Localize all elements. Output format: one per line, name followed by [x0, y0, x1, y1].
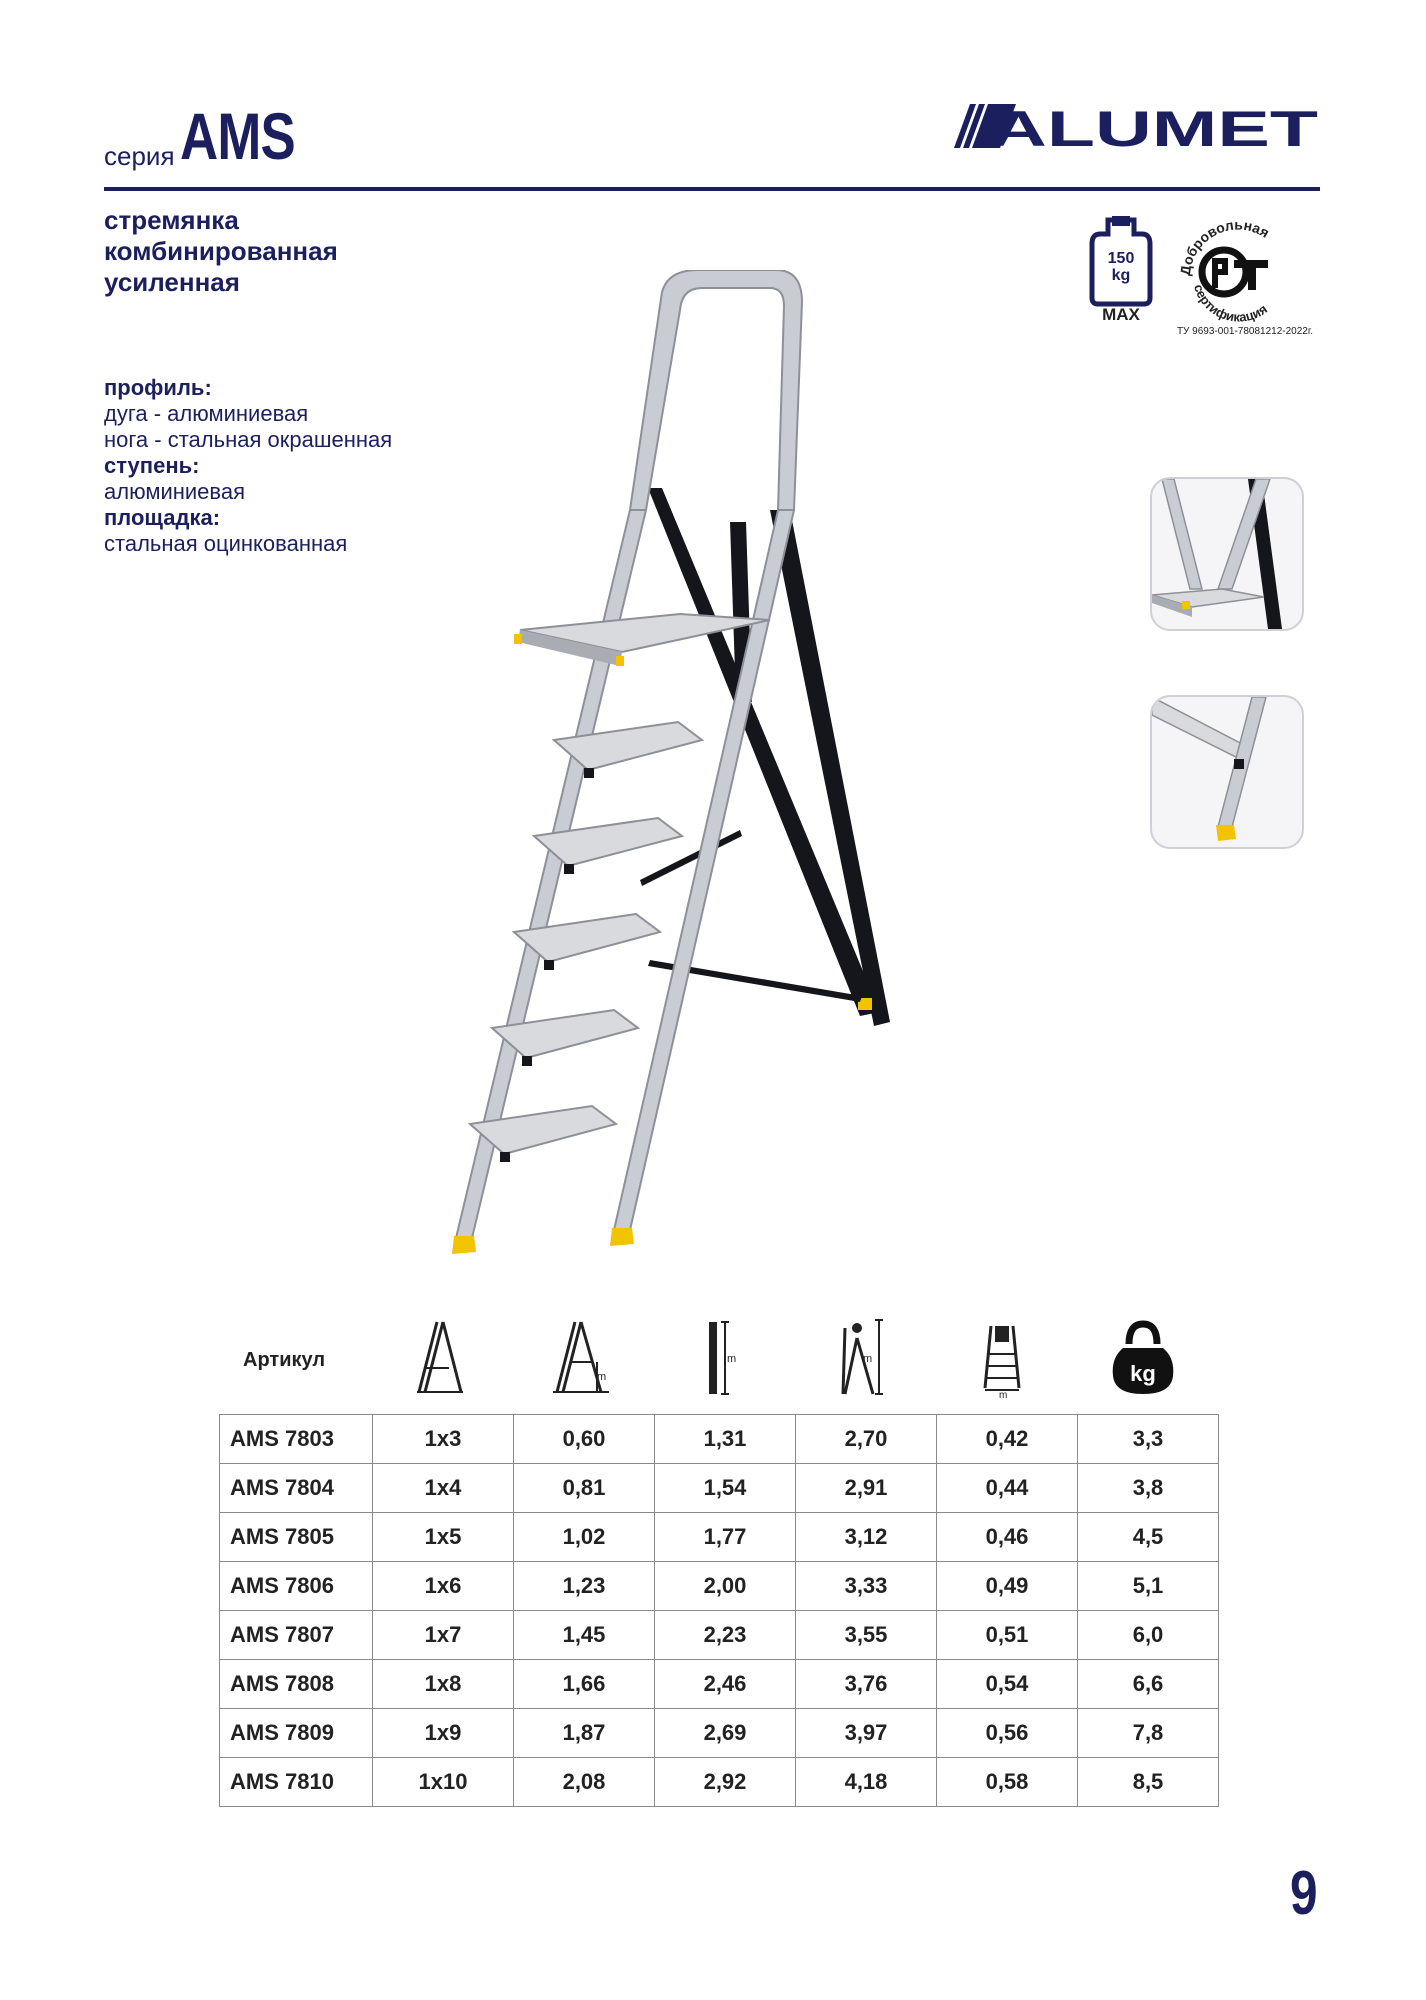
cell-art: AMS 7807 [220, 1611, 373, 1660]
ladder-total-height-icon [683, 1318, 763, 1398]
kg-unit-text: kg [1130, 1361, 1156, 1386]
cell-steps: 1x6 [373, 1562, 514, 1611]
cell-work: 3,12 [796, 1513, 937, 1562]
cell-work: 3,33 [796, 1562, 937, 1611]
cell-steps: 1x7 [373, 1611, 514, 1660]
cell-art: AMS 7803 [220, 1415, 373, 1464]
platform-detail-illustration [1152, 479, 1302, 629]
platform-value: стальная оцинкованная [104, 531, 348, 556]
cell-width: 0,56 [937, 1709, 1078, 1758]
cell-height: 2,00 [655, 1562, 796, 1611]
cell-platform: 2,08 [514, 1758, 655, 1807]
max-load-unit: kg [1111, 267, 1131, 284]
table-row [220, 1758, 1219, 1807]
table-row [220, 1709, 1219, 1758]
ladder-platform-height-icon [543, 1318, 623, 1398]
weight-kg-icon [1103, 1318, 1183, 1398]
cell-weight: 3,8 [1078, 1464, 1219, 1513]
cell-platform: 1,45 [514, 1611, 655, 1660]
cell-platform: 0,60 [514, 1415, 655, 1464]
cell-steps: 1x5 [373, 1513, 514, 1562]
profile-label: профиль: [104, 375, 212, 400]
alumet-logo [950, 104, 1320, 148]
cell-weight: 5,1 [1078, 1562, 1219, 1611]
working-height-icon [823, 1318, 903, 1398]
svg-text:сертификация [1191, 282, 1270, 324]
title-line-2: комбинированная [104, 236, 338, 266]
max-load-number: 150 [1107, 250, 1135, 267]
cell-weight: 7,8 [1078, 1709, 1219, 1758]
profile-leg: нога - стальная окрашенная [104, 427, 393, 452]
cell-platform: 1,66 [514, 1660, 655, 1709]
cert-bottom-text: сертификация [1190, 282, 1270, 324]
ladder-steps-icon [403, 1318, 483, 1398]
max-load-label: MAX [1102, 305, 1140, 324]
cell-weight: 6,6 [1078, 1660, 1219, 1709]
width-unit-text: m [999, 1390, 1008, 1398]
table-row [220, 1611, 1219, 1660]
cell-width: 0,42 [937, 1415, 1078, 1464]
table-row [220, 1660, 1219, 1709]
page-number: 9 [1290, 1859, 1318, 1928]
cell-height: 2,46 [655, 1660, 796, 1709]
cell-width: 0,54 [937, 1660, 1078, 1709]
cell-steps: 1x10 [373, 1758, 514, 1807]
cell-width: 0,46 [937, 1513, 1078, 1562]
cell-weight: 3,3 [1078, 1415, 1219, 1464]
spec-list [104, 375, 392, 557]
cell-work: 3,55 [796, 1611, 937, 1660]
series-label: серия [104, 141, 175, 171]
cell-steps: 1x4 [373, 1464, 514, 1513]
height-unit-text: m [727, 1353, 737, 1365]
detail-foot-image [1150, 695, 1304, 849]
cell-steps: 1x3 [373, 1415, 514, 1464]
cell-height: 2,69 [655, 1709, 796, 1758]
cell-platform: 1,02 [514, 1513, 655, 1562]
cell-width: 0,58 [937, 1758, 1078, 1807]
specs-table [219, 1414, 1219, 1807]
title-line-1: стремянка [104, 205, 239, 235]
tu-standard: ТУ 9693-001-78081212-2022г. [1176, 326, 1314, 337]
cell-steps: 1x9 [373, 1709, 514, 1758]
foot-detail-illustration [1152, 697, 1302, 847]
cell-height: 1,77 [655, 1513, 796, 1562]
cell-height: 2,23 [655, 1611, 796, 1660]
platform-label: площадка: [104, 505, 221, 530]
cell-art: AMS 7804 [220, 1464, 373, 1513]
series-name: AMS [180, 99, 295, 173]
max-load-value [1098, 250, 1144, 284]
cell-steps: 1x8 [373, 1660, 514, 1709]
cell-art: AMS 7806 [220, 1562, 373, 1611]
ladder-product-image [430, 270, 910, 1260]
table-row [220, 1415, 1219, 1464]
header-divider [104, 187, 1320, 191]
cell-platform: 0,81 [514, 1464, 655, 1513]
profile-arc: дуга - алюминиевая [104, 401, 309, 426]
article-column-header: Артикул [243, 1349, 326, 1371]
work-height-unit-text: m [863, 1353, 873, 1365]
step-value: алюминиевая [104, 479, 246, 504]
table-row [220, 1464, 1219, 1513]
cell-art: AMS 7805 [220, 1513, 373, 1562]
cell-height: 1,31 [655, 1415, 796, 1464]
cell-platform: 1,87 [514, 1709, 655, 1758]
cell-width: 0,44 [937, 1464, 1078, 1513]
cell-art: AMS 7810 [220, 1758, 373, 1807]
table-row [220, 1513, 1219, 1562]
cell-width: 0,51 [937, 1611, 1078, 1660]
cell-platform: 1,23 [514, 1562, 655, 1611]
cell-weight: 8,5 [1078, 1758, 1219, 1807]
platform-unit-text: m [597, 1371, 607, 1383]
product-title [104, 205, 338, 298]
certification-icon [1172, 214, 1302, 324]
ladder-width-icon [963, 1318, 1043, 1398]
cell-work: 3,97 [796, 1709, 937, 1758]
cell-weight: 4,5 [1078, 1513, 1219, 1562]
cell-work: 2,91 [796, 1464, 937, 1513]
cert-top-text: Добровольная [1176, 216, 1273, 277]
cell-art: AMS 7808 [220, 1660, 373, 1709]
cell-weight: 6,0 [1078, 1611, 1219, 1660]
table-row [220, 1562, 1219, 1611]
detail-platform-image [1150, 477, 1304, 631]
cell-height: 2,92 [655, 1758, 796, 1807]
cell-work: 2,70 [796, 1415, 937, 1464]
cell-art: AMS 7809 [220, 1709, 373, 1758]
cell-work: 4,18 [796, 1758, 937, 1807]
step-label: ступень: [104, 453, 200, 478]
cell-width: 0,49 [937, 1562, 1078, 1611]
brand-logo-text: ALUMET [990, 104, 1318, 148]
title-line-3: усиленная [104, 267, 240, 297]
cell-work: 3,76 [796, 1660, 937, 1709]
cell-height: 1,54 [655, 1464, 796, 1513]
